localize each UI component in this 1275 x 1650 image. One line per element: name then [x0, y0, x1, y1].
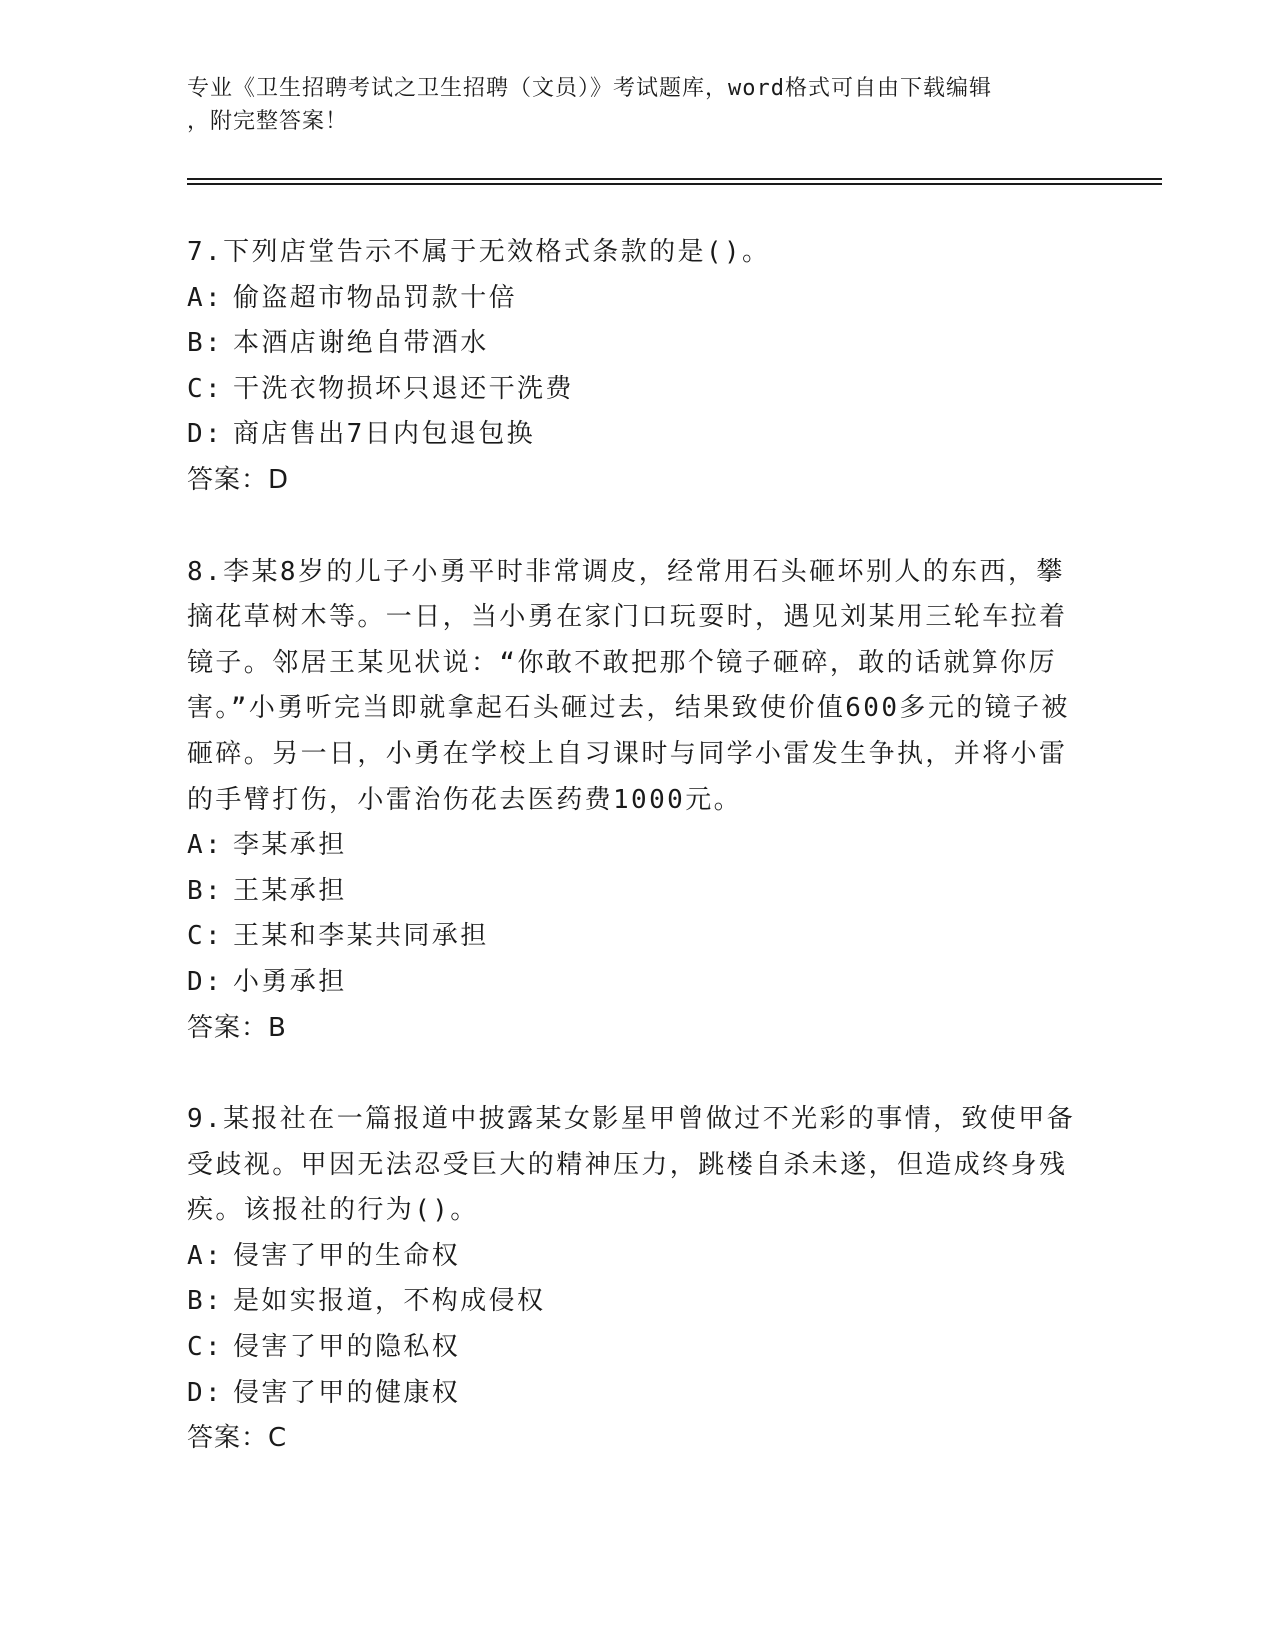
option-a [187, 276, 1087, 322]
option-text: 偷盗超市物品罚款十倍 [233, 282, 518, 313]
answer-line: 答案：B [187, 1012, 287, 1043]
option-a [187, 1234, 1087, 1280]
option-a [187, 823, 1087, 869]
option-letter: A: [187, 282, 224, 313]
option-text: 李某承担 [233, 830, 347, 861]
option-b [187, 869, 1087, 915]
question-stem: 9.某报社在一篇报道中披露某女影星甲曾做过不光彩的事情，致使甲备受歧视。甲因无法忍受巨大的精神压力，跳楼自杀未遂，但造成终身残疾。该报社的行为()。 [187, 1104, 1076, 1226]
option-b [187, 321, 1087, 367]
option-letter: A: [187, 830, 224, 861]
option-c [187, 367, 1087, 413]
question-stem: 7.下列店堂告示不属于无效格式条款的是()。 [187, 237, 771, 267]
question-stem: 8.李某8岁的儿子小勇平时非常调皮，经常用石头砸坏别人的东西，攀摘花草树木等。一日，当小勇在家门口玩耍时，遇见刘某用三轮车拉着镜子。邻居王某见状说：“你敢不敢把那个镜子砸碎，敢的话就算你厉害。”小勇听完当即就拿起石头砸过去，结果致使价值600多元的镜子被砸碎。另一日，小勇在学校上自习课时与同学小雷发生争执，并将小雷的手臂打伤，小雷治伤花去医药费1000元。 [187, 556, 1070, 815]
option-text: 干洗衣物损坏只退还干洗费 [233, 373, 574, 404]
option-d [187, 960, 1087, 1006]
question-list [187, 230, 1087, 1508]
question-9 [187, 1097, 1087, 1462]
option-letter: D: [187, 419, 224, 450]
option-text: 侵害了甲的生命权 [233, 1240, 461, 1271]
document-header [187, 72, 1067, 138]
option-letter: C: [187, 1332, 224, 1363]
answer-line: 答案：C [187, 1423, 288, 1454]
answer-line: 答案：D [187, 464, 290, 495]
option-text: 王某承担 [233, 875, 347, 906]
option-letter: D: [187, 966, 224, 997]
option-d [187, 412, 1087, 458]
option-text: 侵害了甲的健康权 [233, 1377, 461, 1408]
option-c [187, 1325, 1087, 1371]
option-letter: B: [187, 328, 224, 359]
question-8 [187, 550, 1087, 1052]
option-text: 商店售出7日内包退包换 [233, 419, 536, 450]
option-d [187, 1371, 1087, 1417]
option-text: 小勇承担 [233, 966, 347, 997]
option-letter: C: [187, 373, 224, 404]
option-text: 是如实报道，不构成侵权 [233, 1286, 546, 1317]
option-letter: B: [187, 875, 224, 906]
option-letter: A: [187, 1240, 224, 1271]
option-letter: D: [187, 1377, 224, 1408]
option-text: 侵害了甲的隐私权 [233, 1332, 461, 1363]
option-letter: B: [187, 1286, 224, 1317]
option-letter: C: [187, 921, 224, 952]
option-text: 本酒店谢绝自带酒水 [233, 328, 489, 359]
question-7 [187, 230, 1087, 504]
header-line-1: 专业《卫生招聘考试之卫生招聘（文员）》考试题库，word格式可自由下载编辑 [187, 76, 992, 101]
option-text: 王某和李某共同承担 [233, 921, 489, 952]
header-line-2: ，附完整答案！ [187, 109, 349, 134]
option-b [187, 1279, 1087, 1325]
option-c [187, 914, 1087, 960]
header-divider-bottom [187, 183, 1162, 185]
header-divider-top [187, 178, 1162, 180]
